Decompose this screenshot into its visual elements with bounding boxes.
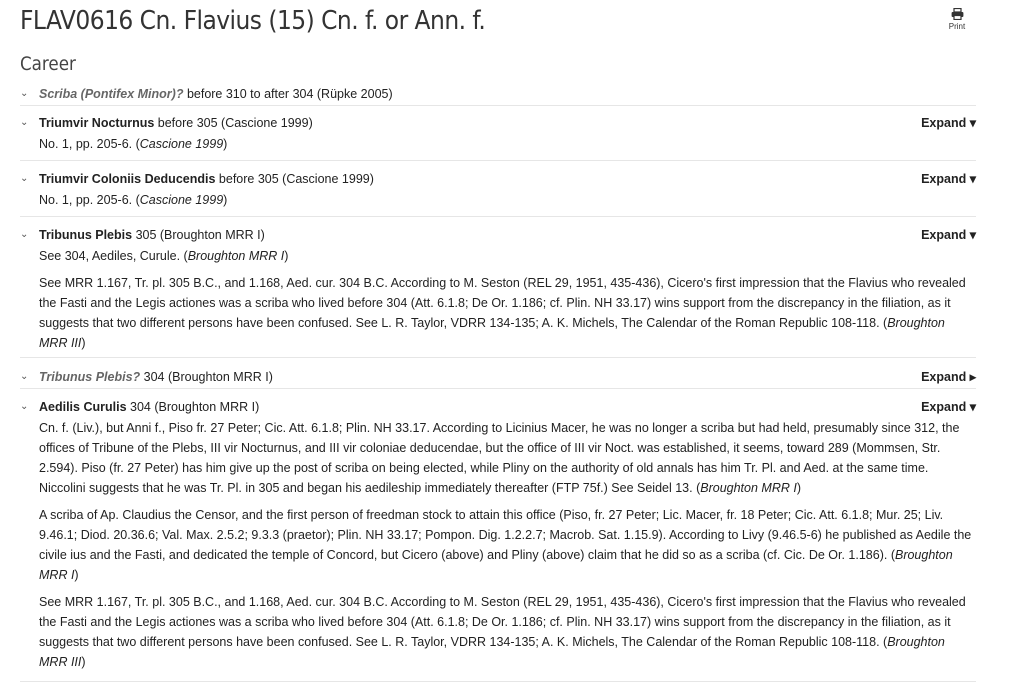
page-title: FLAV0616 Cn. Flavius (15) Cn. f. or Ann. f. <box>20 6 486 36</box>
office-detail: before 305 (Cascione 1999) <box>157 116 313 130</box>
office-note: No. 1, pp. 205-6. (Cascione 1999) <box>39 137 228 151</box>
office-title: Triumvir Nocturnus <box>39 116 155 130</box>
office-title: Tribunus Plebis? <box>39 370 141 384</box>
chevron-down-icon[interactable]: ⌄ <box>20 173 29 184</box>
expand-toggle[interactable]: Expand ▾ <box>921 172 976 186</box>
chevron-down-icon[interactable]: ⌄ <box>20 401 29 412</box>
print-button[interactable] <box>942 8 972 31</box>
printer-icon <box>951 8 964 20</box>
expand-toggle[interactable]: Expand ▾ <box>921 400 976 414</box>
office-title: Scriba (Pontifex Minor)? <box>39 87 184 101</box>
office-title: Triumvir Coloniis Deducendis <box>39 172 216 186</box>
office-title: Tribunus Plebis <box>39 228 133 242</box>
office-note: A scriba of Ap. Claudius the Censor, and the first person of freedman stock to attain this office (Piso, fr. 27 Peter; Lic. Macer, fr. 18 Peter; Cic. Att. 6.1.8; Mur. 25; Liv. 9.46.1; Diod. 20.36.6; Val. Max. 2.5.2; 9.3.3 (praetor); Plin. NH 33.17; Pompon. Dig. 1.2.2.7; Macrob. Sat. 1.15.9). According to Livy (9.46.5-6) he published as Aedile the civile ius and the Fasti, and dedicated the temple of Concord, but Cicero (above) and Pliny (above) claim that he did so as a scriba (cf. Cic. De Or. 1.186). (Broughton MRR I) <box>39 508 972 582</box>
career-item <box>20 225 976 358</box>
career-item <box>20 84 976 106</box>
chevron-down-icon[interactable]: ⌄ <box>20 229 29 240</box>
chevron-down-icon[interactable]: ⌄ <box>20 117 29 128</box>
office-detail: 304 (Broughton MRR I) <box>130 400 260 414</box>
office-detail: 305 (Broughton MRR I) <box>135 228 265 242</box>
office-detail: before 310 to after 304 (Rüpke 2005) <box>186 87 393 101</box>
office-note: No. 1, pp. 205-6. (Cascione 1999) <box>39 193 228 207</box>
chevron-down-icon[interactable]: ⌄ <box>20 371 29 382</box>
career-item <box>20 113 976 161</box>
expand-toggle[interactable]: Expand ▾ <box>921 228 976 242</box>
office-title: Aedilis Curulis <box>39 400 127 414</box>
office-note: See MRR 1.167, Tr. pl. 305 B.C., and 1.168, Aed. cur. 304 B.C. According to M. Seston (REL 29, 1951, 435-436), Cicero's first impression that the Flavius who revealed the Fasti and the Legis actiones was a scriba who lived before 304 (Att. 6.1.8; De Or. 1.186; cf. Plin. NH 33.17) wins support from the discrepancy in the filiation, as it suggests that two different persons have been confused. See L. R. Taylor, VDRR 134-135; A. K. Michels, The Calendar of the Roman Republic 108-118. (Broughton MRR III) <box>39 276 966 350</box>
expand-toggle[interactable]: Expand ▾ <box>921 116 976 130</box>
office-detail: before 305 (Cascione 1999) <box>218 172 374 186</box>
chevron-down-icon[interactable]: ⌄ <box>20 88 29 99</box>
print-label: Print <box>948 22 966 31</box>
expand-toggle[interactable]: Expand ▸ <box>921 370 976 384</box>
career-item <box>20 397 976 682</box>
office-note: Cn. f. (Liv.), but Anni f., Piso fr. 27 Peter; Cic. Att. 6.1.8; Plin. NH 33.17. According to Licinius Macer, he was no longer a scriba but had held, presumably since 312, the offices of Tribune of the Plebs, III vir Nocturnus, and III vir coloniae deducendae, but the office of III vir Noct. was established, it seems, toward 289 (Mommsen, Str. 2.594). Piso (fr. 27 Peter) has him give up the post of scriba on being elected, while Pliny on the authority of old annals has him Tr. Pl. and Aed. at the same time. Niccolini suggests that he was Tr. Pl. in 305 and began his aedileship immediately thereafter (FTP 75f.) See Seidel 13. (Broughton MRR I) <box>39 421 960 495</box>
office-detail: 304 (Broughton MRR I) <box>143 370 273 384</box>
section-title: Career <box>20 53 76 75</box>
office-note: See MRR 1.167, Tr. pl. 305 B.C., and 1.168, Aed. cur. 304 B.C. According to M. Seston (REL 29, 1951, 435-436), Cicero's first impression that the Flavius who revealed the Fasti and the Legis actiones was a scriba who lived before 304 (Att. 6.1.8; De Or. 1.186; cf. Plin. NH 33.17) wins support from the discrepancy in the filiation, as it suggests that two different persons have been confused. See L. R. Taylor, VDRR 134-135; A. K. Michels, The Calendar of the Roman Republic 108-118. (Broughton MRR III) <box>39 595 966 669</box>
office-note: See 304, Aediles, Curule. (Broughton MRR I) <box>39 249 289 263</box>
career-item <box>20 169 976 217</box>
career-item <box>20 367 976 389</box>
